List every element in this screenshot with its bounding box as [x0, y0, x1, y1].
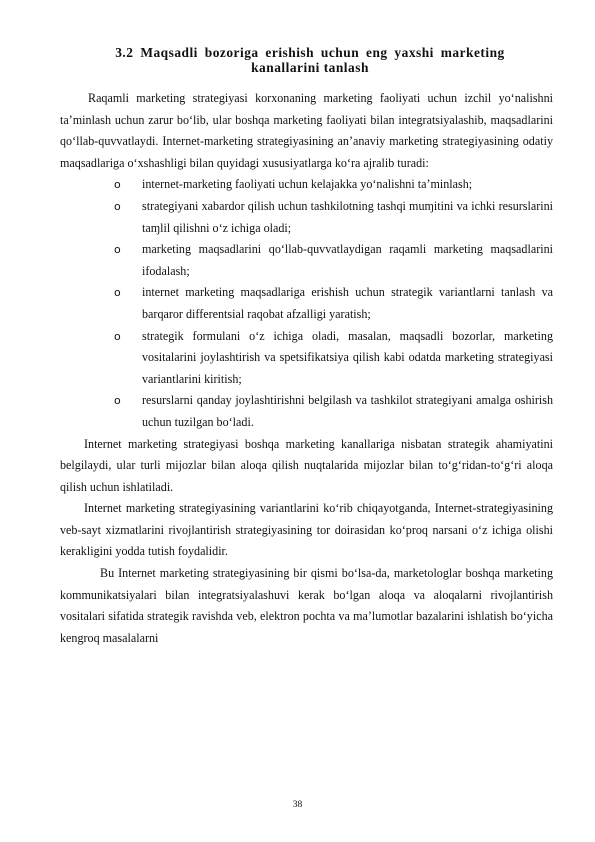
list-item	[114, 196, 553, 239]
page-number: 38	[292, 800, 303, 810]
section-title	[60, 46, 560, 75]
document-body	[60, 88, 553, 649]
list-item-text: resurslarni qanday joylashtirishni belgilash va tashkilot strategiyani amalga oshirish uchun tuzilgan bo‘ladi.	[142, 393, 553, 429]
bullet-icon: o	[114, 394, 121, 408]
section-title-line-2: kanallarini tanlash	[251, 60, 369, 75]
section-title-line-1: 3.2 Maqsadli bozoriga erishish uchun eng yaxshi marketing	[115, 45, 505, 60]
list-item-text: strategik formulani o‘z ichiga oladi, masalan, maqsadli bozorlar, marketing vositalarini joylashtirish va spetsifikatsiya qilish kabi odatda marketing strategiyasi variantlarini kiritish;	[142, 328, 553, 386]
list-item-text: internet marketing maqsadlariga erishish uchun strategik variantlarni tanlash va barqaror differentsial raqobat afzalligi yaratish;	[142, 285, 553, 321]
list-item-text: marketing maqsadlarini qo‘llab-quvvatlaydigan raqamli marketing maqsadlarini ifodalash;	[142, 242, 553, 278]
paragraph-strategic-importance: Internet marketing strategiyasi boshqa marketing kanallariga nisbatan strategik ahamiyatini belgilaydi, ular turli mijozlar bilan aloqa qilish nuqtalarida mijozlar bilan to‘g‘ridan-to‘g‘ri aloqa qilish uchun ishlatiladi.	[60, 436, 553, 494]
bullet-icon: o	[114, 286, 121, 300]
bullet-icon: o	[114, 178, 121, 192]
list-item-text: strategiyani xabardor qilish uchun tashkilotning tashqi muɱitini va ichki resurslarini taɱlil qilishni o‘z ichiga oladi;	[142, 198, 553, 235]
list-item	[114, 390, 553, 433]
bullet-icon: o	[114, 243, 121, 257]
feature-list	[60, 174, 553, 433]
bullet-icon: o	[114, 329, 121, 343]
paragraph-strategy-variants: Internet marketing strategiyasining variantlarini ko‘rib chiqayotganda, Internet-strategiyasining veb-sayt xizmatlarini rivojlantirish strategiyasining tor doirasidan ko‘proq narsani o‘z ichiga olishi kerakligini yodda tutish foydalidir.	[60, 501, 553, 559]
bullet-icon: o	[114, 199, 121, 213]
list-item	[114, 282, 553, 325]
list-item	[114, 326, 553, 391]
paragraph-integration: Bu Internet marketing strategiyasining bir qismi bo‘lsa-da, marketologlar boshqa marketing kommunikatsiyalari bilan integratsiyalashuvi kerak bo‘lgan aloqa va aloqalarni rivojlantirish vositalari sifatida strategik ravishda veb, elektron pochta va ma’lumotlar bazalarini ishlatish bo‘yicha kengroq masalalarni	[60, 566, 553, 645]
list-item	[114, 174, 553, 196]
paragraph-intro: Raqamli marketing strategiyasi korxonaning marketing faoliyati uchun izchil yo‘nalishni ta’minlash uchun zarur bo‘lib, ular boshqa marketing faoliyati bilan integratsiyalashib, maqsadlarini qo‘llab-quvvatlaydi. Internet-marketing strategiyasining an’anaviy marketing strategiyasining odatiy maqsadlariga o‘xshashligi bilan quyidagi xususiyatlarga ko‘ra ajralib turadi:	[60, 91, 553, 170]
list-item	[114, 239, 553, 282]
list-item-text: internet-marketing faoliyati uchun kelajakka yo‘nalishni ta’minlash;	[142, 177, 473, 192]
